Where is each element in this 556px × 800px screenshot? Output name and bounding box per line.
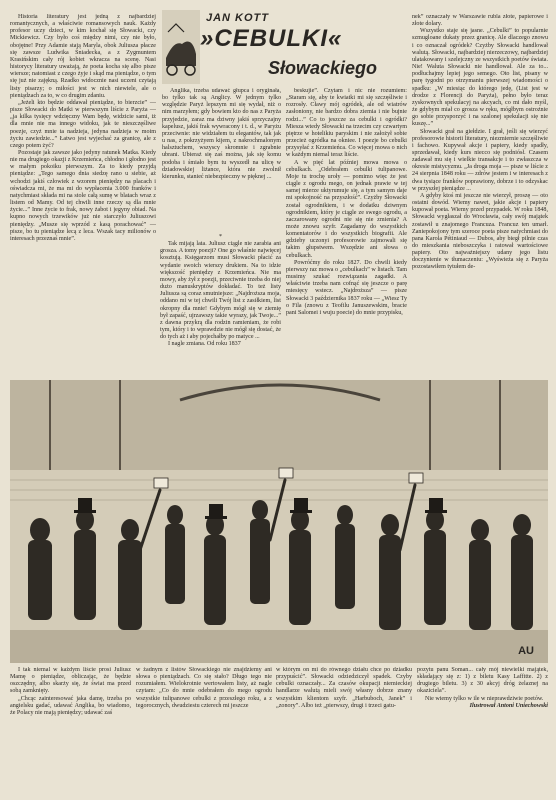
paragraph: beskujie”. Czytam i nic nie rozumiem: „Staram się, aby te kwiatki mi się szczęśliwie i rozrosły. Cławy mój ogródek, ale od wiatrów zasłoniony, nie bardzo dobra ziemia i nie bujnie rodzi...” Co to jeszcze za cebulki i ogródki? Miesza wtedy Słowacki na trzecim czy czwartym piętrze w hotelikiu paryskim i nie założył sobie przecież ogródka na okniee. I poezje bo cebulki przysyłać z Krzemieńca. Co więcej mowa o nich w każdym niemal teraz liście.	[286, 88, 407, 159]
illustration-credit: Ilustrował Antoni Uniechowski	[469, 702, 548, 709]
paragraph: Nie wiemy tylko w ile w nieprawdziwie poetów.	[425, 695, 544, 702]
paragraph: nek” oznaczały w Warszawie rubla złote, papierowe i złote dolary.	[412, 14, 548, 28]
article-author: JAN KOTT	[206, 12, 269, 24]
paragraph: I nagle zmiana. Od roku 1837	[168, 341, 241, 348]
paragraph: „Chcąc zainteresować jaka damę, trzeba po angielsku gadać, udawać Anglika, bo wiadomo, że Polacy nie mają pieniędzy; udawać zaś	[10, 695, 131, 716]
paragraph: Powróćmy do roku 1827. Do chwili kiedy pierwszy raz mowa o „cebulkach” w listach. Tam musimy szukać rozwiązania zagadki. A właściwie trzeba nam cofnąć się jeszcze o parę miesięcy wstecz. „Najdroższa” — pisze Słowacki 3 października 1837 roku — „Wiesz Ty o Fila (znowu z Teofilu Januszewskim, bracie pani Salomei i wuju poecie) do mnie przypisku,	[286, 259, 407, 316]
article-column-2	[160, 234, 281, 376]
coach-vignette-icon	[162, 10, 200, 84]
article-column-2-top	[162, 88, 281, 232]
bottom-column-1	[10, 667, 131, 795]
illustrator-signature: AU	[518, 645, 534, 657]
paragraph: I tak niemal w każdym liście prosi Juliusz Mamę o pieniądze, obliczając, że będzie oszczędny, albo skarży się, że świat ma przed sobą zamknięty.	[10, 667, 131, 695]
paragraph: Tak mijają lata. Juliusz ciągle nie zarabia ani grosza. A tomy poezji? One go właśnie najwięcej kosztują. Księgarzom musi Słowacki płacić za wydanie swoich wierszy drukiem. Na to idzie większość pieniędzy z Krzemieńca. Nie ma mowy, aby żył z poezji, przeciwnie trzeba do niej dużo manuskryptów dokładać. To też listy Juliusza są coraz smutniejsze: „Najdroższa moja, oddano mi w tej chwili Twój list z zasiłkiem, list okropny dla mnie! Gdybym mógł się w ziemię był zapaść, ujrzawszy takie wyrazy, jak Twoje...” z dawna przykrą dla rodzin ramieniam, że robi tym, który i to wprawdzie nie mógł się dostać, że do tych aż i aby pojechałby po matyce ...	[160, 241, 281, 341]
article-column-4	[412, 14, 548, 376]
paragraph: Historia literatury jest jedną z najbardziej romantycznych, a właściwie romansowych nauk. Każdy profesor uczy dzieci, w kim kochał się Słowacki, czy Mickiewicz. Czy było coś między nimi, czy nie było, obojętne! Przy Adamie stają Maryla, obok Juliusza płacze się zawsze Ludwika Śniadecka, a z Zygmuntem Krasińskim cały rój kobiet wkracza na scenę. Nasi historycy literatury uważają, że poeta kocha się albo pisze wiersze; natomiast z czego żyje i skąd ma pieniądze, o tym się już nie zajękną. Rzadko widocznie nasi uczeni czytają listy pisarzy; o miłości jest w nich niewiele, ale o pieniądzach za to, w co drugim zdaniu.	[10, 14, 156, 99]
bottom-column-2	[136, 667, 272, 795]
article-column-1	[10, 14, 156, 376]
paragraph: Anglika, trzeba udawać głupca i oryginała, bo tylko tak są Anglicy. W jednym tylko względzie Paryż lepszym mi się wydał, niż o nim marzyłem; gdy bowiem kto do nas z Paryża przyjedzie, zaraz ma dziwny jakiś sprzyczajny kapelusz, jakiś frak wywracony i t. d., w Paryżu przeciwnie: nie widziałem tu elegantów, tak jak u nas, z pokrzyżyem kijem, z nakrochmalonym halsztuchem, wszyscy skromnie i zgrabnie ubrani. Ubieraż się zaś można, jak się komu podoba i śmiało bym tu wyszedł na ulicę w dziadowskiej liżance, która nie zwolnił kierunku, stanieć niebezpieczny w pięknej ...	[162, 88, 281, 180]
paragraph: Wszystko staje się jasne. „Cebulki” to popularnie szmugloane dukaty przez granicę. Ale dlaczego znowu i co oznaczał ogródek? Czyżby Słowacki handlował walutą. Słowacki, najbardziej nierzeczowy, najbardziej ulatakowany i szelejczny ze wszystkich poetów świata. Nie! Waluta Słowacki nie handlował. Ale za to... podłuchajmy lepiej jego semego. Oto list, pisany w parę tygodni po otrzymaniu pierwszej wiadomości o spadku: „W miesiąc do którego jedę, (List jest w drodze z Florencji do Paryża), pełno było teraz zyskownych spekulacyj na akcyach, co mi dało myśl, że gdybym miał co grosza w ręku, mógłbym ostrożnie go sobie przysporzyć i na szalonej spekulacji się nie kuszę...”	[412, 28, 548, 128]
article-column-3	[286, 88, 407, 376]
paragraph: A w pięć lat później mowa mowa o cebulkach. „Odebrałem cebulki tulipanowe. Moje tu trochę uroły — pomimo więc że jest ciągle z ogrodu mego, on jednak prawie w tej samej mierze uktyrumuje się, a tym samym daje mi spokojność na przyszłość”. Czyżby Słowacki został ogrodnikiem, i w dodatku dziwnym ogrodnikiem, który je ciągle ze swego ogrodu, a zaczarowany ogrodni nie się nie zmienia? A może znowu szyfr. Zagadamy do wszystkich komentatorów i do wszystkich biografii. Ale gdzieby uczonyi profesorowie zajmowali się takim głupstwem. Wszędzie ani słowa o cebulkach.	[286, 159, 407, 259]
stock-exchange-crowd-icon	[10, 380, 548, 663]
bottom-column-4	[417, 667, 548, 795]
bottom-column-3	[276, 667, 412, 795]
main-illustration	[10, 380, 548, 663]
paragraph: w żadnym z listów Słowackiego nie znajdziemy ani słowa o pieniądzach. Co się stało? Długo tego nie rozumiałem. Wielokrotnie wertowałem listy, aż nagle czytam: „Co do mnie odebrałem do mego ogrodu wszystkie tulipanowe cebulki z przeszłego roku, a z tegorocznych, dwudziestu czterech mi jeszcze	[136, 667, 272, 709]
paragraph: A gdyby ktoś mi jeszcze nie wierzył, proszę — oto ostatni dowód. Wiemy nawet, jakie akcje i papiery kupował poeta. Wiemy przed przypadek. W roku 1848, Słowacki wygłaszał do Wrocławia, cały swój majątek zostawił u znajomego Francuza. Francuz ten umarł. Zaniepokojony tym szeroce poeta pisze natychmiast do pana Karola Pétiniaud — Dubos, aby biegł pilnie czas do mieszkania nieboszczyka i ratował wartościowe papiery. Oto najważniejszy udany jego listu doczynienie w tłumaczeniu: „Wyświeża się z Paryża pozostawiłem tytułem de-	[412, 192, 548, 271]
article-title: »CEBULKI«	[200, 25, 343, 52]
header-illustration	[162, 10, 200, 84]
paragraph: Pozostaje jak zawsze jako jedyny ratunek Matka. Kiedy nie ma drugiego okazji z Krzemieńca, chłodno i głodno jest w małym pokoiku pierwszym. Za to kiedy przyjdą pieniądze: „Tego samego dnia siedzę rano u siebie, aż wchodzi jakiś człowiek z wzorem pieniędzy na placach i oświadcza mi, że ma mi do wypłacenia 3.000 franków i natychmiast składa mi na stole całą sumę w blatach wraz z listem od Mamy. Od tej chwili inne rzeczy są dla mnie życie...” Inne życie to frak, nowy żabot i jegyny obiad. Na kupno nowych trzewików już nie starczyło Juliuszowi pieniędzy. „Musze się wprzód z kasą porachować” — pisze, bo tu pieniądze lecą z leca. Wszak tacy milionów o interesach przeznaś mnie”.	[10, 149, 156, 242]
article-subtitle: Słowackiego	[268, 58, 378, 78]
paragraph: „Jeżeli kto będzie oddawał pieniądze, to bierzcie” — pisze Słowacki do Matki w pierwszym liście z Paryża — „ja kilka tysięcy wdzięczny Wam będę, widzicie sami, iż dla mnie nie ma innego widoku, jak te nieszczęśliwe poezje, czyż mnie ta nadzieja, jedyna nadzieja w moim życiu zawiedzie...” Łatwo jest wyjechać za granicę, ale z czego potem żyć?	[10, 99, 156, 149]
section-separator: *	[218, 234, 223, 240]
paragraph: Słowacki grał na giełdzie. I grał, jeśli się wierzyć profesorowie historii literatury, niezmiernie szczęśliwie i fachowo. Kupywał akcje i papiery, kiedy spadły, sprzedawał, kiedy kurs niecco się podniósł. Czasem zadawał mu się i wielkie transakcje i to zwłaszcza w okresie mistycyzmu. „Ja droga moja — pisze w liście z 24 sierpnia 1848 roku — zdrów jestem i w interesach z dwa tysiące franków poprawiony, dobrze i to odzyskac w przyszłej pieniądze ...	[412, 128, 548, 192]
paragraph: pozytu panu Soman... cały mój niewielki majątek, składający się z: 1) z biletu Kasy Laffitte. 2) z drugiego biletu. 3) z 30 akcyj dróg żelaznej na okaziciela”.	[417, 667, 548, 695]
paragraph: w którym on mi do równego działu chce po dziadku przypuścić”. Słowacki odziedziczył spadek. Czyby cebulki oznaczały... Za czasów okupacji niemieckiej handlarze walutą mieli swój własny dobrze znany wszystkim klientom szyfr. „Harbuboch, Janek” i „zonory”. Albo też „pierwszy, drugi i trzeci gatu-	[276, 667, 412, 709]
